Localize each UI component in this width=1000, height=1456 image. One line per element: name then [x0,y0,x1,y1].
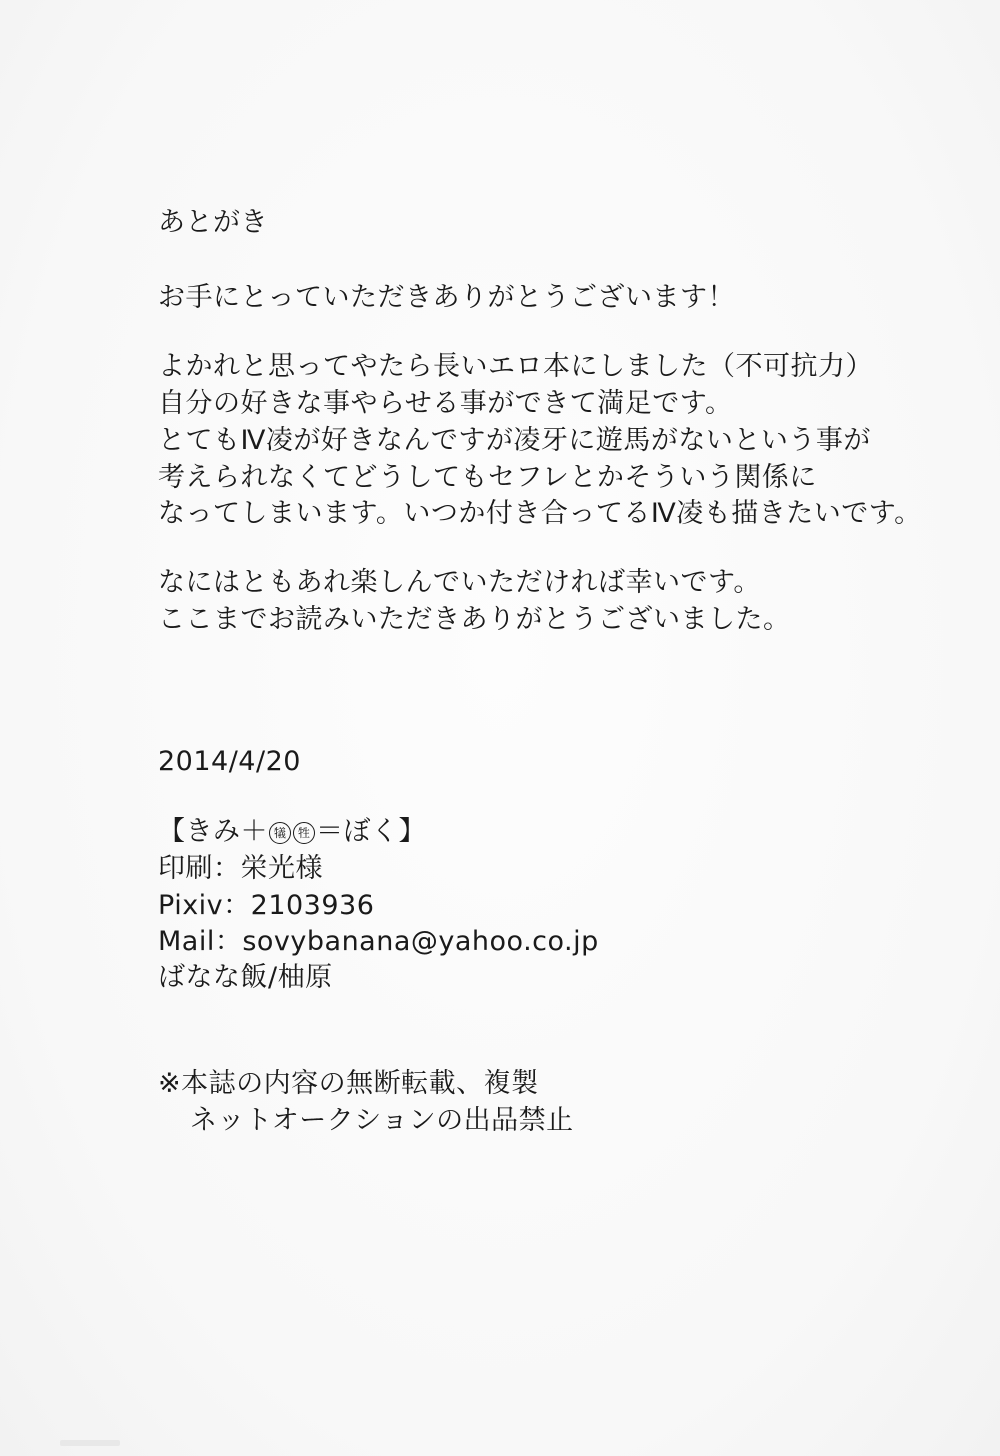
pixiv-line: Pixiv：2103936 [158,890,375,921]
afterword-heading: あとがき [158,207,268,238]
paragraph1-line-1: よかれと思ってやたら長いエロ本にしました（不可抗力） [158,351,873,382]
notice-line-1: ※本誌の内容の無断転載、複製 [158,1068,539,1099]
paragraph2-line-2: ここまでお読みいただきありがとうございました。 [158,604,791,635]
author-line: ばなな飯/柚原 [158,962,333,993]
book-title [158,814,426,850]
book-title-suffix: ＝ぼく】 [316,816,426,847]
book-title-prefix: 【きみ＋ [158,816,268,847]
publish-date: 2014/4/20 [158,746,301,777]
paragraph2-line-1: なにはともあれ楽しんでいただければ幸いです。 [158,567,761,598]
notice-line-2: ネットオークションの出品禁止 [190,1105,574,1136]
printer-line: 印刷：栄光様 [158,853,323,884]
scan-edge-mark [60,1440,120,1446]
paragraph1-line-3: とてもⅣ凌が好きなんですが凌牙に遊馬がないという事が [158,425,871,456]
thanks-line: お手にとっていただきありがとうございます！ [158,282,735,313]
circled-char-1: 犠 [269,822,291,844]
paragraph1-line-2: 自分の好きな事やらせる事ができて満足です。 [158,388,733,419]
circled-char-2: 牲 [293,822,315,844]
paragraph1-line-5: なってしまいます。いつか付き合ってるⅣ凌も描きたいです。 [158,498,922,529]
mail-line: Mail：sovybanana@yahoo.co.jp [158,926,599,957]
paragraph1-line-4: 考えられなくてどうしてもセフレとかそういう関係に [158,462,817,493]
